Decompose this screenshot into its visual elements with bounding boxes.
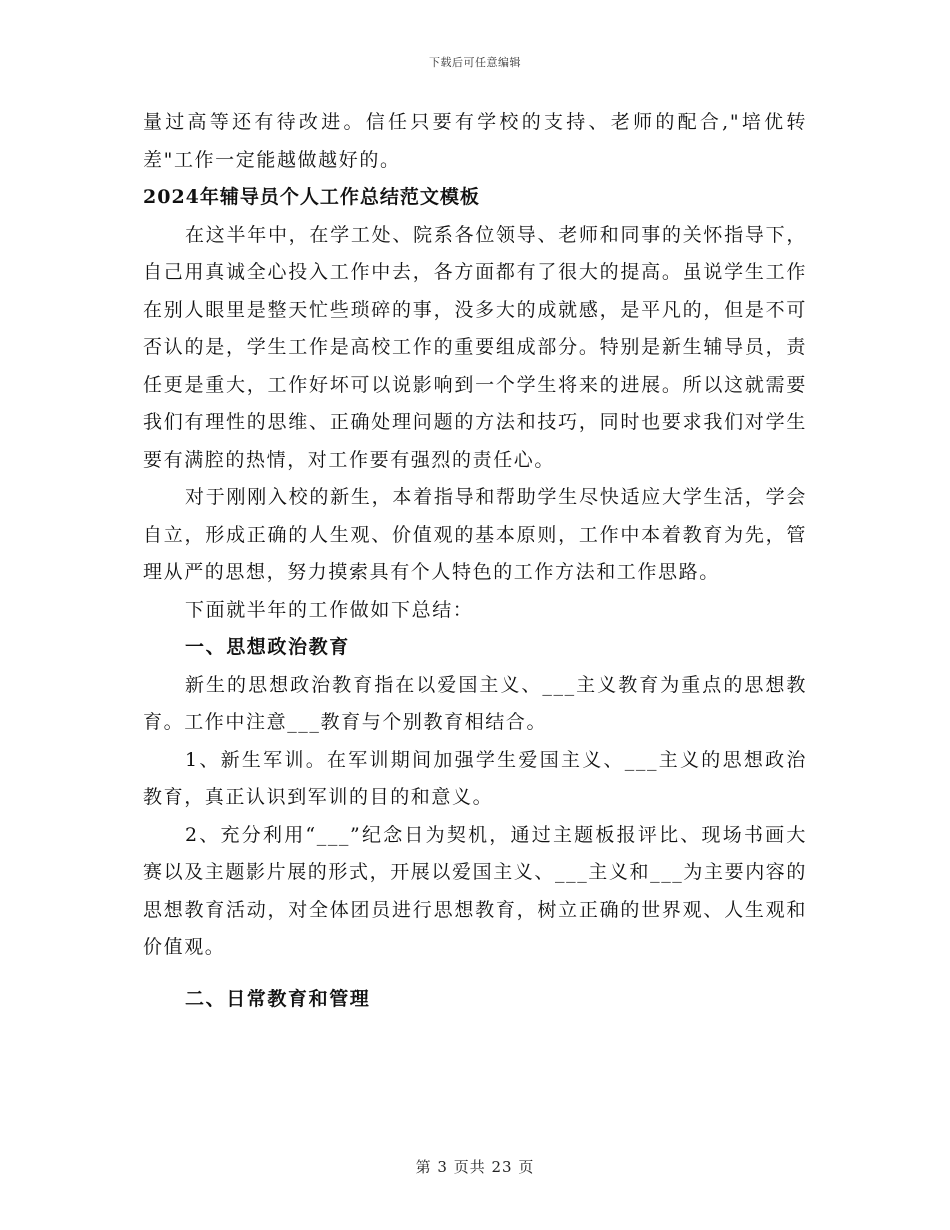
paragraph-principles: 对于刚刚入校的新生，本着指导和帮助学生尽快适应大学生活，学会自立，形成正确的人生观、价值观的基本原则，工作中本着教育为先，管理从严的思想，努力摸索具有个人特色的工作方法和工作思路。 [143,486,807,583]
document-title: 2024年辅导员个人工作总结范文模板 [143,186,480,208]
page-header: 下载后可任意编辑 [429,56,521,69]
section-heading-2: 二、日常教育和管理 [185,987,371,1010]
document-body [143,104,807,1018]
section1-item-2: 2、充分利用“___”纪念日为契机，通过主题板报评比、现场书画大赛以及主题影片展的形式，开展以爱国主义、___主义和___为主要内容的思想教育活动，对全体团员进行思想教育，树立正确的世界观、人生观和价值观。 [143,823,808,958]
paragraph-summary-lead: 下面就半年的工作做如下总结： [185,598,474,621]
continuation-paragraph: 量过高等还有待改进。信任只要有学校的支持、老师的配合,"培优转差"工作一定能越做越好的。 [143,111,807,171]
paragraph-intro: 在这半年中，在学工处、院系各位领导、老师和同事的关怀指导下，自己用真诚全心投入工作中去，各方面都有了很大的提高。虽说学生工作在别人眼里是整天忙些琐碎的事，没多大的成就感，是平凡的，但是不可否认的是，学生工作是高校工作的重要组成部分。特别是新生辅导员，责任更是重大，工作好坏可以说影响到一个学生将来的进展。所以这就需要我们有理性的思维、正确处理问题的方法和技巧，同时也要求我们对学生要有满腔的热情，对工作要有强烈的责任心。 [143,223,807,471]
section1-item-1: 1、新生军训。在军训期间加强学生爱国主义、___主义的思想政治教育，真正认识到军训的目的和意义。 [143,748,807,808]
page-number: 第 3 页共 23 页 [415,1158,535,1176]
section1-paragraph: 新生的思想政治教育指在以爱国主义、___主义教育为重点的思想教育。工作中注意___教育与个别教育相结合。 [143,673,807,733]
section-heading-1: 一、思想政治教育 [185,636,350,658]
